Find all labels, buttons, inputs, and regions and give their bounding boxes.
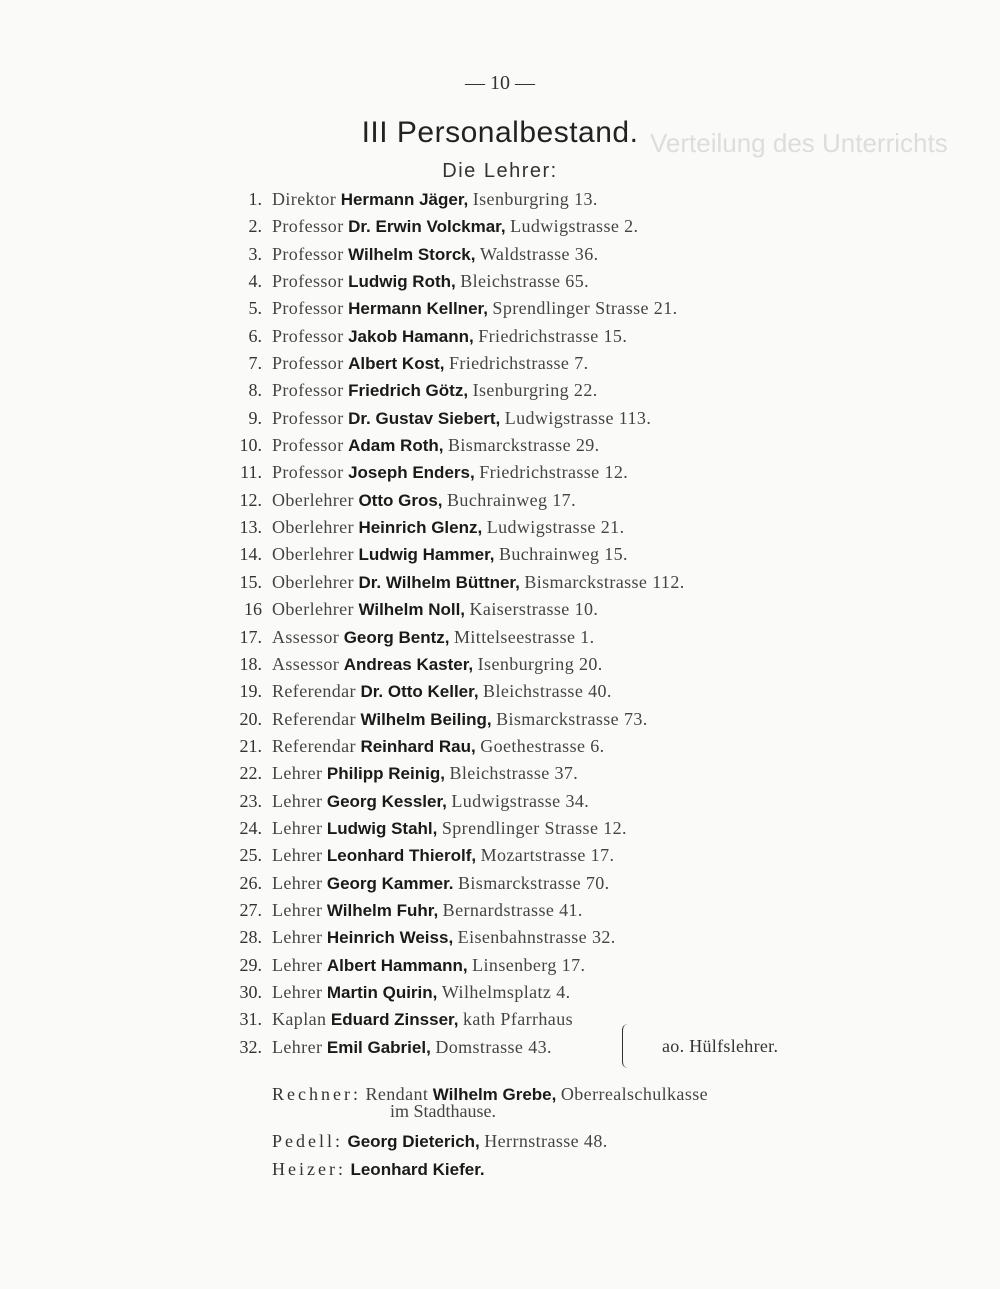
staff-rank: Direktor: [272, 189, 337, 209]
staff-row: [0, 651, 1000, 678]
staff-rank: Assessor: [272, 653, 340, 674]
staff-entry: [272, 350, 589, 377]
staff-number: 10.: [239, 435, 262, 456]
staff-entry: [272, 569, 685, 596]
staff-address: Wilhelmsplatz 4.: [441, 981, 571, 1002]
staff-list: [0, 186, 1000, 1061]
staff-address: Bismarckstrasse 73.: [496, 708, 648, 729]
staff-number: 11.: [240, 462, 262, 483]
staff-entry: [272, 1034, 552, 1061]
staff-rank: Professor: [272, 325, 344, 346]
staff-row: [0, 1034, 1000, 1061]
staff-rank: Lehrer: [272, 845, 323, 866]
staff-name: Hermann Jäger,: [340, 190, 469, 209]
staff-rank: Lehrer: [272, 817, 323, 838]
staff-name: Emil Gabriel,: [326, 1037, 431, 1057]
staff-rank: Professor: [272, 462, 344, 483]
staff-name: Georg Kessler,: [326, 791, 447, 811]
staff-entry: [272, 432, 600, 459]
staff-row: [0, 350, 1000, 377]
staff-rank: Professor: [272, 243, 344, 264]
staff-rank: Lehrer: [272, 899, 323, 920]
staff-row: [0, 569, 1000, 596]
staff-address: Mittelseestrasse 1.: [454, 626, 595, 647]
staff-entry: [272, 815, 627, 842]
staff-rank: Oberlehrer: [272, 489, 354, 510]
staff-row: [0, 678, 1000, 705]
staff-address: Ludwigstrasse 21.: [486, 517, 625, 538]
staff-entry: [272, 213, 638, 240]
staff-rank: Oberlehrer: [272, 544, 354, 565]
staff-number: 20.: [239, 708, 262, 729]
staff-name: Joseph Enders,: [348, 463, 475, 483]
staff-rank: Oberlehrer: [272, 599, 354, 620]
staff-rank: Oberlehrer: [272, 571, 354, 592]
rechner-name: Wilhelm Grebe,: [432, 1085, 557, 1104]
staff-address: Friedrichstrasse 7.: [448, 353, 589, 374]
staff-number: 13.: [239, 517, 262, 538]
staff-rank: Professor: [272, 353, 344, 374]
staff-entry: [272, 241, 599, 268]
staff-row: [0, 924, 1000, 951]
staff-address: Isenburgring 13.: [472, 189, 598, 209]
staff-entry: [272, 596, 598, 623]
staff-rank: Lehrer: [272, 1036, 323, 1057]
staff-entry: [272, 459, 628, 486]
pedell-name: Georg Dieterich,: [347, 1132, 480, 1151]
bleed-through-text: Verteilung des Unterrichts: [650, 128, 948, 158]
staff-name: Wilhelm Noll,: [358, 600, 466, 620]
staff-name: Dr. Gustav Siebert,: [348, 408, 501, 428]
staff-address: Buchrainweg 17.: [447, 489, 576, 510]
staff-entry: [272, 760, 578, 787]
staff-entry: [272, 733, 605, 760]
staff-address: Isenburgring 20.: [477, 653, 603, 674]
staff-rank: Referendar: [272, 708, 356, 729]
staff-entry: [272, 651, 603, 678]
staff-number: 15.: [239, 571, 262, 592]
staff-number: 9.: [248, 407, 262, 428]
rechner-address-line2: im Stadthause.: [390, 1101, 496, 1121]
staff-name: Georg Kammer.: [326, 873, 454, 893]
staff-name: Georg Bentz,: [343, 627, 450, 647]
staff-address: Friedrichstrasse 12.: [479, 462, 629, 483]
staff-row: [0, 897, 1000, 924]
staff-number: 19.: [239, 681, 262, 702]
staff-entry: [272, 514, 625, 541]
staff-number: 17.: [239, 626, 262, 647]
staff-address: kath Pfarrhaus: [462, 1009, 574, 1030]
staff-name: Dr. Erwin Volckmar,: [348, 217, 506, 237]
staff-address: Bismarckstrasse 29.: [447, 435, 600, 456]
staff-entry: [272, 541, 628, 568]
staff-name: Eduard Zinsser,: [330, 1010, 459, 1030]
staff-rank: Lehrer: [272, 872, 323, 893]
staff-rank: Professor: [272, 216, 344, 237]
staff-rank: Lehrer: [272, 763, 323, 784]
staff-entry: [272, 295, 678, 322]
staff-name: Reinhard Rau,: [360, 736, 476, 756]
staff-row: [0, 760, 1000, 787]
staff-address: Ludwigstrasse 113.: [504, 407, 652, 428]
staff-address: Bismarckstrasse 70.: [457, 872, 610, 893]
staff-row: [0, 213, 1000, 240]
staff-row: [0, 295, 1000, 322]
staff-address: Mozartstrasse 17.: [480, 845, 615, 866]
staff-row: [0, 241, 1000, 268]
staff-address: Buchrainweg 15.: [498, 544, 628, 565]
brace-annotation: [622, 1018, 822, 1074]
staff-row: [0, 405, 1000, 432]
staff-row: [0, 377, 1000, 404]
staff-row: [0, 624, 1000, 651]
staff-row: [0, 514, 1000, 541]
staff-row: [0, 541, 1000, 568]
staff-number: 4.: [248, 271, 262, 292]
staff-rank: Assessor: [272, 626, 340, 647]
staff-row: [0, 432, 1000, 459]
staff-rank: Professor: [272, 298, 344, 319]
staff-address: Kaiserstrasse 10.: [469, 599, 599, 620]
staff-rank: Professor: [272, 407, 344, 428]
staff-name: Jakob Hamann,: [348, 326, 474, 346]
rechner-rank: Rendant: [365, 1084, 429, 1104]
staff-entry: [272, 870, 610, 897]
staff-number: 5.: [248, 298, 262, 319]
staff-number: 1.: [248, 189, 262, 209]
staff-name: Adam Roth,: [348, 436, 444, 456]
staff-number: 7.: [248, 353, 262, 374]
staff-entry: [272, 979, 571, 1006]
staff-number: 27.: [239, 899, 262, 920]
staff-number: 8.: [248, 380, 262, 401]
staff-name: Ludwig Stahl,: [326, 818, 438, 838]
staff-address: Linsenberg 17.: [472, 954, 586, 975]
heizer-label: Heizer:: [272, 1159, 346, 1179]
staff-entry: [272, 186, 598, 213]
staff-entry: [272, 706, 648, 733]
staff-address: Bleichstrasse 40.: [483, 681, 612, 702]
staff-row: [0, 323, 1000, 350]
staff-name: Heinrich Weiss,: [326, 928, 454, 948]
staff-address: Sprendlinger Strasse 21.: [492, 298, 678, 319]
staff-address: Bleichstrasse 65.: [460, 271, 590, 292]
staff-name: Albert Hammann,: [326, 955, 468, 975]
staff-row: [0, 870, 1000, 897]
staff-entry: [272, 1006, 573, 1033]
staff-address: Sprendlinger Strasse 12.: [441, 817, 627, 838]
staff-entry: [272, 405, 651, 432]
staff-row: [0, 842, 1000, 869]
staff-rank: Oberlehrer: [272, 517, 354, 538]
pedell-address: Herrnstrasse 48.: [484, 1131, 608, 1151]
staff-name: Albert Kost,: [348, 354, 445, 374]
staff-address: Domstrasse 43.: [435, 1036, 552, 1057]
staff-name: Ludwig Hammer,: [358, 545, 495, 565]
staff-entry: [272, 268, 589, 295]
staff-address: Bernardstrasse 41.: [442, 899, 583, 920]
staff-number: 14.: [239, 544, 262, 565]
staff-number: 29.: [239, 954, 262, 975]
rechner-label: Rechner:: [272, 1084, 361, 1104]
staff-entry: [272, 952, 585, 979]
staff-row: [0, 788, 1000, 815]
staff-number: 21.: [239, 735, 262, 756]
staff-number: 28.: [239, 927, 262, 948]
staff-address: Ludwigstrasse 2.: [510, 216, 639, 237]
staff-number: 12.: [239, 489, 262, 510]
staff-entry: [272, 842, 614, 869]
heizer-name: Leonhard Kiefer.: [350, 1160, 485, 1179]
staff-rank: Lehrer: [272, 981, 323, 1002]
staff-entry: [272, 624, 595, 651]
staff-name: Wilhelm Fuhr,: [326, 900, 439, 920]
staff-rank: Professor: [272, 380, 344, 401]
staff-row: [0, 815, 1000, 842]
staff-number: 22.: [239, 763, 262, 784]
staff-rank: Professor: [272, 271, 344, 292]
staff-number: 23.: [239, 790, 262, 811]
staff-address: Goethestrasse 6.: [480, 735, 605, 756]
staff-rank: Kaplan: [272, 1009, 327, 1030]
staff-entry: [272, 924, 616, 951]
staff-entry: [272, 897, 583, 924]
brace-note-text: ao. Hülfslehrer.: [662, 1036, 779, 1056]
staff-rank: Referendar: [272, 681, 356, 702]
staff-address: Ludwigstrasse 34.: [451, 790, 590, 811]
staff-entry: [272, 678, 612, 705]
subtitle: Die Lehrer:: [442, 160, 558, 182]
staff-number: 16: [244, 599, 262, 620]
staff-address: Bismarckstrasse 112.: [524, 571, 685, 592]
pedell-line: [272, 1128, 608, 1155]
staff-row: [0, 268, 1000, 295]
staff-name: Leonhard Thierolf,: [326, 846, 477, 866]
staff-rank: Lehrer: [272, 790, 323, 811]
staff-number: 18.: [239, 653, 262, 674]
staff-name: Heinrich Glenz,: [358, 518, 483, 538]
staff-number: 26.: [239, 872, 262, 893]
staff-address: Waldstrasse 36.: [479, 243, 599, 264]
staff-rank: Professor: [272, 435, 344, 456]
staff-entry: [272, 323, 627, 350]
staff-number: 2.: [248, 216, 262, 237]
staff-name: Andreas Kaster,: [343, 654, 474, 674]
staff-number: 32.: [239, 1036, 262, 1057]
staff-row: [0, 733, 1000, 760]
staff-number: 3.: [248, 243, 262, 264]
staff-name: Dr. Otto Keller,: [360, 682, 479, 702]
heizer-line: [272, 1156, 485, 1183]
staff-number: 25.: [239, 845, 262, 866]
staff-number: 24.: [239, 817, 262, 838]
staff-row: [0, 487, 1000, 514]
staff-entry: [272, 788, 589, 815]
staff-row: [0, 952, 1000, 979]
staff-name: Martin Quirin,: [326, 982, 438, 1002]
staff-name: Dr. Wilhelm Büttner,: [358, 572, 520, 592]
staff-number: 30.: [239, 981, 262, 1002]
staff-name: Wilhelm Beiling,: [360, 709, 492, 729]
staff-name: Ludwig Roth,: [348, 272, 456, 292]
staff-row: [0, 596, 1000, 623]
staff-name: Friedrich Götz,: [348, 381, 469, 401]
staff-address: Bleichstrasse 37.: [449, 763, 579, 784]
staff-address: Friedrichstrasse 15.: [478, 325, 628, 346]
staff-address: Eisenbahnstrasse 32.: [457, 927, 616, 948]
brace: [622, 1024, 631, 1068]
staff-rank: Referendar: [272, 735, 356, 756]
staff-row: [0, 459, 1000, 486]
staff-name: Hermann Kellner,: [348, 299, 488, 319]
staff-address: Isenburgring 22.: [472, 380, 598, 401]
staff-row: [0, 979, 1000, 1006]
section-title: III Personalbestand.: [361, 116, 639, 149]
staff-name: Philipp Reinig,: [326, 764, 445, 784]
staff-row: [0, 1006, 1000, 1033]
staff-rank: Lehrer: [272, 927, 323, 948]
staff-name: Otto Gros,: [358, 490, 443, 510]
staff-number: 31.: [239, 1009, 262, 1030]
staff-name: Wilhelm Storck,: [348, 244, 476, 264]
staff-row: [0, 186, 1000, 213]
rechner-address: Oberrealschulkasse: [560, 1084, 709, 1104]
staff-entry: [272, 487, 576, 514]
staff-number: 6.: [248, 325, 262, 346]
pedell-label: Pedell:: [272, 1131, 343, 1151]
page-number: — 10 —: [465, 72, 535, 94]
staff-row: [0, 706, 1000, 733]
staff-rank: Lehrer: [272, 954, 323, 975]
staff-entry: [272, 377, 598, 404]
